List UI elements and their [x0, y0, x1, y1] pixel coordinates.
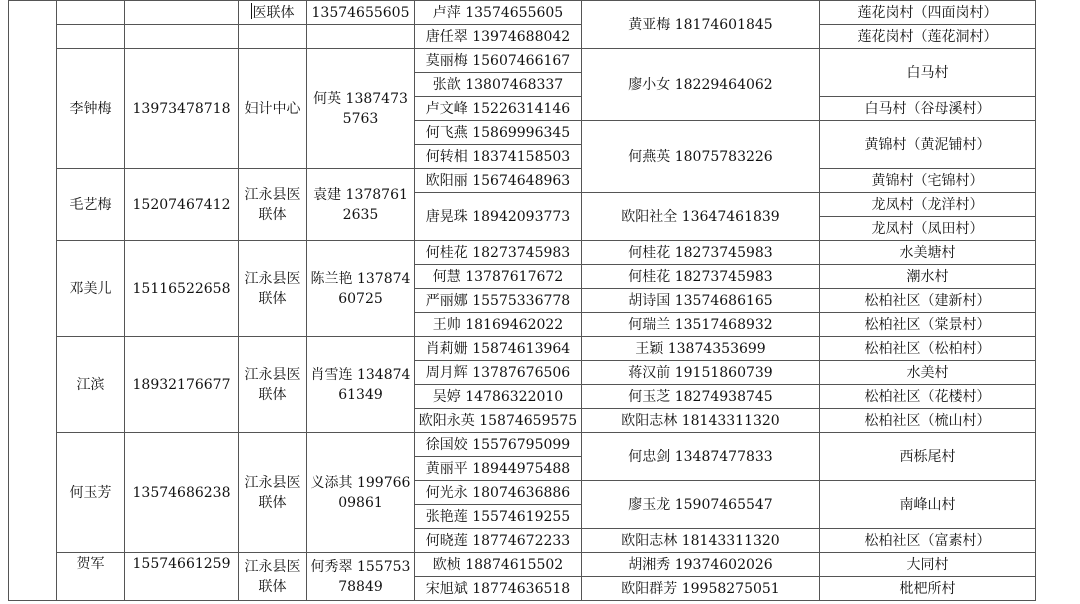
table-row — [9, 1, 1036, 25]
villager-cell: 何桂花 18273745983 — [415, 241, 582, 265]
cadre-cell: 何瑞兰 13517468932 — [582, 313, 820, 337]
cadre-cell: 胡诗国 13574686165 — [582, 289, 820, 313]
villager-cell: 吴婷 14786322010 — [415, 385, 582, 409]
contact-table — [8, 0, 1036, 601]
leader-phone: 13574686238 — [125, 433, 239, 553]
table-row — [9, 169, 1036, 193]
unit-cell[interactable]: 医联体 — [239, 1, 307, 25]
leader-name: 李钟梅 — [57, 49, 125, 169]
village-cell: 黄锦村（黄泥铺村） — [820, 121, 1036, 169]
cadre-cell: 何桂花 18273745983 — [582, 265, 820, 289]
villager-cell: 肖莉姗 15874613964 — [415, 337, 582, 361]
village-cell: 莲花岗村（莲花洞村） — [820, 25, 1036, 49]
village-cell: 白马村 — [820, 49, 1036, 97]
villager-cell: 周月辉 13787676506 — [415, 361, 582, 385]
villager-cell: 卢文峰 15226314146 — [415, 97, 582, 121]
villager-cell: 莫丽梅 15607466167 — [415, 49, 582, 73]
leader-phone: 15116522658 — [125, 241, 239, 337]
table-row — [9, 553, 1036, 577]
doctor-cell: 何英 13874735763 — [307, 49, 415, 169]
cadre-cell: 欧阳群芳 19958275051 — [582, 577, 820, 601]
villager-cell: 严丽娜 15575336778 — [415, 289, 582, 313]
page-edge — [1067, 0, 1080, 604]
villager-cell: 张艳莲 15574619255 — [415, 505, 582, 529]
leader-name: 邓美儿 — [57, 241, 125, 337]
doctor-cell: 13574655605 — [307, 1, 415, 25]
villager-cell: 欧桢 18874615502 — [415, 553, 582, 577]
unit-cell: 江永县医联体 — [239, 169, 307, 241]
unit-cell: 江永县医联体 — [239, 433, 307, 553]
doctor-cell: 袁建 13787612635 — [307, 169, 415, 241]
villager-cell: 宋旭斌 18774636518 — [415, 577, 582, 601]
villager-cell: 欧阳丽 15674648963 — [415, 169, 582, 193]
doctor-cell: 何秀翠 15575378849 — [307, 553, 415, 601]
village-cell: 松柏社区（花楼村） — [820, 385, 1036, 409]
villager-cell: 王帅 18169462022 — [415, 313, 582, 337]
cadre-cell: 欧阳社全 13647461839 — [582, 193, 820, 241]
leader-phone: 18932176677 — [125, 337, 239, 433]
leader-phone: 15207467412 — [125, 169, 239, 241]
leader-name: 江滨 — [57, 337, 125, 433]
doctor-cell: 肖雪连 13487461349 — [307, 337, 415, 433]
doctor-cell: 陈兰艳 13787460725 — [307, 241, 415, 337]
leader-phone — [125, 25, 239, 49]
unit-cell: 江永县医联体 — [239, 241, 307, 337]
villager-cell: 何飞燕 15869996345 — [415, 121, 582, 145]
cadre-cell: 廖玉龙 15907465547 — [582, 481, 820, 529]
villager-cell: 何慧 13787617672 — [415, 265, 582, 289]
villager-cell: 张歆 13807468337 — [415, 73, 582, 97]
village-cell: 龙凤村（凤田村） — [820, 217, 1036, 241]
villager-cell: 欧阳永英 15874659575 — [415, 409, 582, 433]
doctor-cell — [307, 25, 415, 49]
cadre-cell: 廖小女 18229464062 — [582, 49, 820, 121]
leader-name: 毛艺梅 — [57, 169, 125, 241]
doctor-cell: 义添其 19976609861 — [307, 433, 415, 553]
unit-cell: 江永县医联体 — [239, 337, 307, 433]
cadre-cell: 欧阳志林 18143311320 — [582, 409, 820, 433]
text-cursor — [251, 3, 252, 19]
village-cell: 松柏社区（松柏村） — [820, 337, 1036, 361]
village-cell: 松柏社区（建新村） — [820, 289, 1036, 313]
unit-cell — [239, 25, 307, 49]
table-row — [9, 241, 1036, 265]
cadre-cell: 何桂花 18273745983 — [582, 241, 820, 265]
village-cell: 松柏社区（梳山村） — [820, 409, 1036, 433]
village-cell: 松柏社区（富素村） — [820, 529, 1036, 553]
cadre-cell: 王颖 13874353699 — [582, 337, 820, 361]
village-cell: 黄锦村（宅锦村） — [820, 169, 1036, 193]
villager-cell: 黄丽平 18944975488 — [415, 457, 582, 481]
cadre-cell: 蒋汉前 19151860739 — [582, 361, 820, 385]
village-cell: 南峰山村 — [820, 481, 1036, 529]
villager-cell: 何转相 18374158503 — [415, 145, 582, 169]
village-cell: 松柏社区（棠景村） — [820, 313, 1036, 337]
leader-name — [57, 1, 125, 25]
table-row — [9, 49, 1036, 73]
village-cell: 龙凤村（龙洋村） — [820, 193, 1036, 217]
village-cell: 白马村（谷母溪村） — [820, 97, 1036, 121]
unit-cell: 江永县医联体 — [239, 553, 307, 601]
villager-cell: 徐国姣 15576795099 — [415, 433, 582, 457]
leader-phone — [125, 1, 239, 25]
cadre-cell: 欧阳志林 18143311320 — [582, 529, 820, 553]
villager-cell: 卢萍 13574655605 — [415, 1, 582, 25]
villager-cell: 何晓莲 18774672233 — [415, 529, 582, 553]
village-cell: 枇杷所村 — [820, 577, 1036, 601]
village-cell: 大同村 — [820, 553, 1036, 577]
leader-phone: 13973478718 — [125, 49, 239, 169]
village-cell: 潮水村 — [820, 265, 1036, 289]
villager-cell: 何光永 18074636886 — [415, 481, 582, 505]
village-cell: 水美塘村 — [820, 241, 1036, 265]
table-row — [9, 25, 1036, 49]
cadre-cell: 胡湘秀 19374602026 — [582, 553, 820, 577]
villager-cell: 唐任翠 13974688042 — [415, 25, 582, 49]
cadre-cell: 何玉芝 18274938745 — [582, 385, 820, 409]
villager-cell: 唐晃珠 18942093773 — [415, 193, 582, 241]
table-row — [9, 433, 1036, 457]
cadre-cell: 何忠剑 13487477833 — [582, 433, 820, 481]
left-margin-cell — [9, 1, 57, 601]
cadre-cell: 何燕英 18075783226 — [582, 121, 820, 193]
village-cell: 西栎尾村 — [820, 433, 1036, 481]
village-cell: 莲花岗村（四面岗村） — [820, 1, 1036, 25]
village-cell: 水美村 — [820, 361, 1036, 385]
leader-name — [57, 25, 125, 49]
leader-name: 何玉芳 — [57, 433, 125, 553]
table-row — [9, 337, 1036, 361]
leader-phone: 15574661259 — [125, 553, 239, 601]
leader-name: 贺军 — [57, 553, 125, 601]
cadre-cell: 黄亚梅 18174601845 — [582, 1, 820, 49]
unit-cell: 妇计中心 — [239, 49, 307, 169]
